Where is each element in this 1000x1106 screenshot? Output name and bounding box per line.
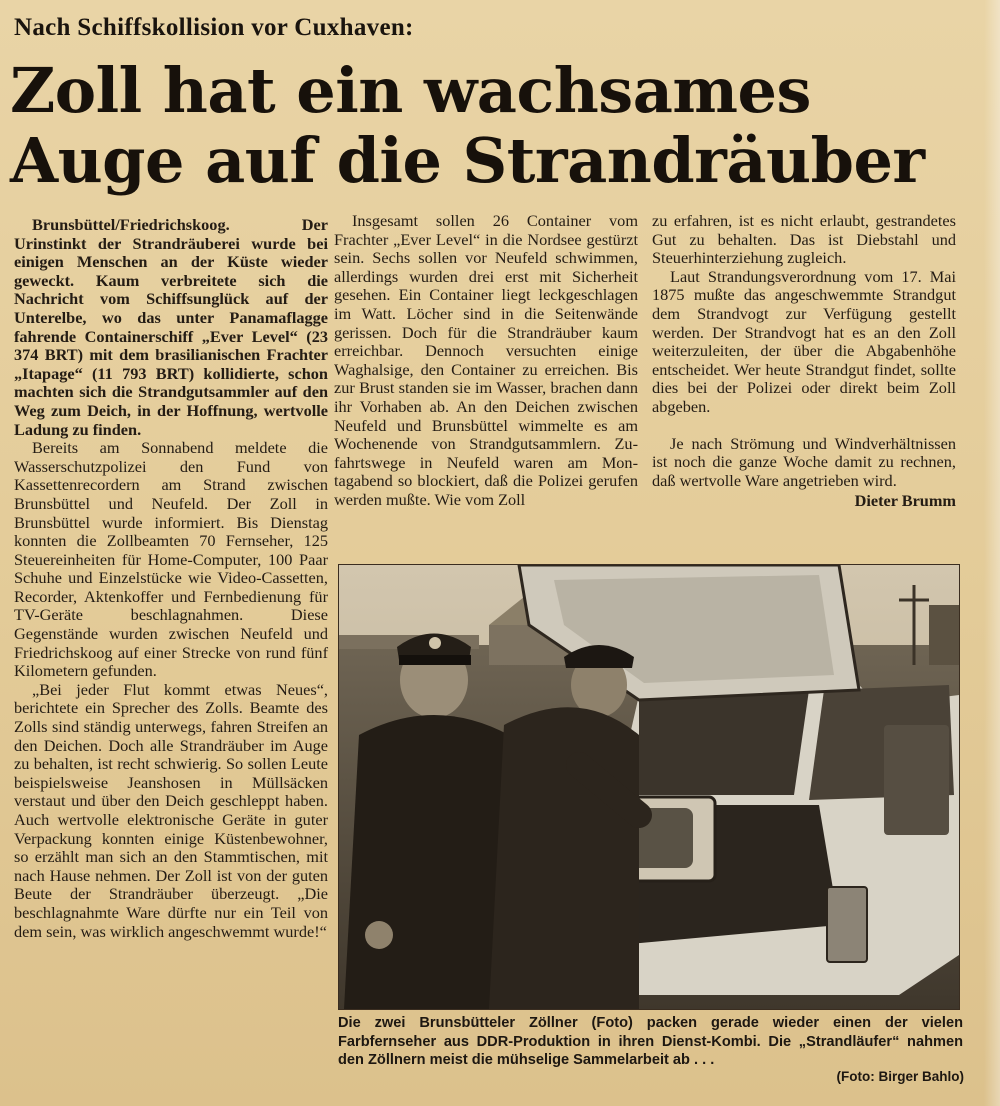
paragraph: Je nach Strömung und Windverhältnissen ist noch die ganze Woche damit zu rechnen, daß wertvolle Ware angetrieben wird.: [652, 433, 956, 490]
author-byline: Dieter Brumm: [854, 491, 956, 511]
article-column-2: [334, 212, 638, 510]
paragraph: zu erfahren, ist es nicht erlaubt, gestrandetes Gut zu behalten. Das ist Diebstahl und Steuerhinterziehung zugleich.: [652, 211, 956, 268]
article-column-1: [14, 216, 328, 941]
paragraph: Insgesamt sollen 26 Container vom Frachter „Ever Level“ in die Nordsee gestürzt sein. Sechs sollen vor Neufeld schwimmen, allerdings wurden drei erst mit Sicherheit gesehen. Ein Container liegt leckgeschlagen im Watt. Löcher sind in die Seitenwände gerissen. Doch für die Strandräuber kaum erreichbar. Dennoch versuchten einige Waghalsige, den Container zu erreichen. Bis zur Brust standen sie im Wasser, brachen dann ihr Vorhaben ab. An den Deichen zwischen Neufeld und Brunsbüttel wimmelte es am Wochenende von Strandgutsammlern. Zufahrtswege in Neufeld waren am Montagabend so blockiert, daß die Polizei gerufen werden mußte. Wie vom Zoll: [334, 211, 638, 509]
paragraph: Bereits am Sonnabend meldete die Wasserschutzpolizei den Fund von Kassettenrecordern am Strand zwischen Brunsbüttel und Neufeld. Der Zoll in Brunsbüttel wurde informiert. Bis Dienstag konnten die Zollbeamten 70 Fernseher, 125 Steuereinheiten für Home-Computer, 100 Paar Schuhe und Einzelstücke wie Video-Cassetten, Recorder, Aktenkoffer und Fernbedienung für TV-Geräte beschlagnahmen. Diese Gegenstände wurden zwischen Neufeld und Friedrichskoog auf einer Strecke von rund fünf Kilometern gefunden.: [14, 438, 328, 681]
paragraph: Laut Strandungsverordnung vom 17. Mai 1875 mußte das angeschwemmte Strandgut dem Strandvogt zur Verfügung gestellt werden. Der Strandvogt hat es an den Zoll weiterzuleiten, der über die Abgabenhöhe entscheidet. Wer heute Strandgut findet, sollte dies bei der Polizei oder direkt beim Zoll abgeben.: [652, 266, 956, 416]
paragraph-gap: [652, 417, 956, 435]
headline: [10, 56, 985, 196]
headline-line-2: Auge auf die Strandräuber: [10, 124, 925, 197]
lead-paragraph: Brunsbüttel/Friedrichskoog. Der Urinstinkt der Strandräuberei wurde bei einigen Menschen an der Küste wieder geweckt. Kaum verbreitete sich die Nachricht vom Schiffsunglück auf der Unterelbe, wo das unter Panamaflagge fahrende Containerschiff „Ever Level“ (23 374 BRT) mit dem brasilianischen Frachter „Itapage“ (11 793 BRT) kollidierte, schon machten sich die Strandgutsammler auf den Weg zum Deich, in der Hoffnung, wertvolle Ladung zu finden.: [14, 215, 328, 439]
kicker: Nach Schiffskollision vor Cuxhaven:: [14, 14, 414, 41]
page-edge: [984, 0, 1000, 1106]
photo-illustration: [339, 565, 959, 1009]
article-column-3: [652, 212, 956, 511]
headline-line-1: Zoll hat ein wachsames: [10, 54, 811, 127]
photo-caption: Die zwei Brunsbütteler Zöllner (Foto) packen gerade wieder einen der vielen Farbfernseher aus DDR-Produktion in ihren Dienst-Kombi. Die „Strandläufer“ nahmen den Zöllnern meist die mühselige Sammelarbeit ab . . .: [338, 1015, 963, 1068]
photo-credit: (Foto: Birger Bahlo): [836, 1069, 964, 1084]
paragraph: „Bei jeder Flut kommt etwas Neues“, berichtete ein Sprecher des Zolls. Beamte des Zolls sind ständig unterwegs, fahren Streifen an den Deichen. Doch alle Strandräuber im Auge zu behalten, ist recht schwierig. So sollen Leute beispielsweise Jeanshosen in Müllsäcken verstaut und über den Deich geschleppt haben. Auch wertvolle elektronische Geräte in guter Verpackung konnten einige Küstenbewohner, so erzählt man sich an den Stammtischen, mit nach Hause nehmen. Der Zoll ist von der guten Beute der Strandräuber überzeugt. „Die beschlagnahmte Ware dürfte nur ein Teil von dem sein, was wirklich angeschwemmt wurde!“: [14, 679, 328, 941]
news-photo: [338, 564, 960, 1010]
